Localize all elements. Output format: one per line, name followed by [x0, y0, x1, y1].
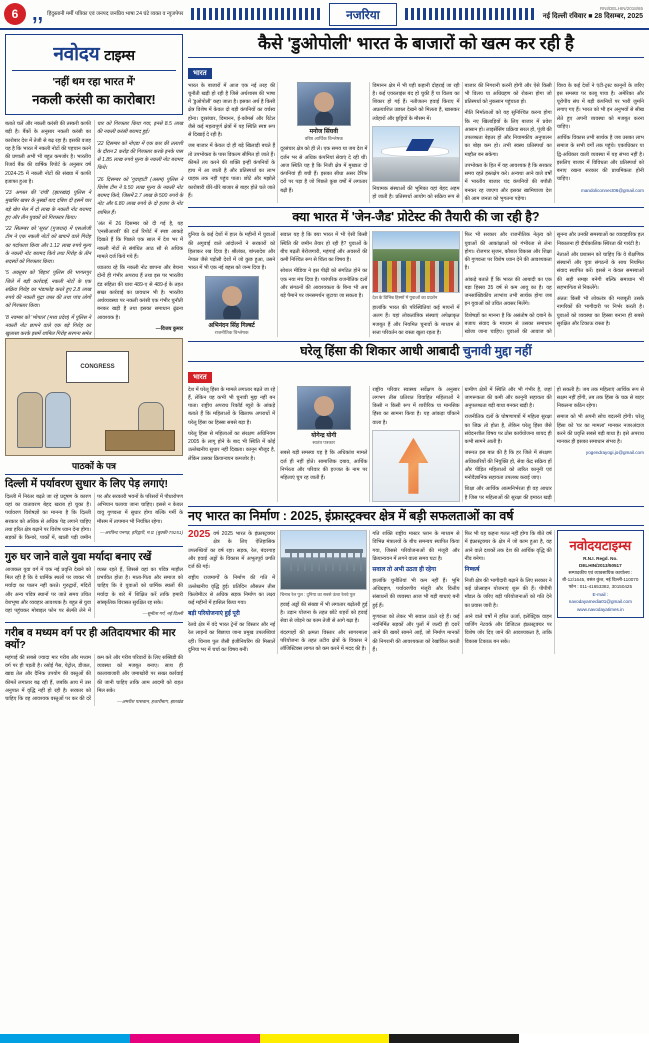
article-body [188, 82, 644, 204]
article-genz [188, 207, 644, 337]
letter-title: गुरु घर जाने वाले युवा मर्यादा बनाए रखें [5, 551, 152, 564]
author-block [280, 386, 367, 447]
logo-title-secondary: टाइम्स [104, 47, 135, 63]
paragraph: '22 दिसम्बर को नोएडा में एक कार की तलाशी के दौरान 2 करोड़ की गिरफ्तार करके इनके पास से 1.85 लाख रुपये मूल्य के नकली नोट बरामद किये। [97, 140, 183, 172]
article-headline: नए भारत का निर्माण : 2025, इंफ्रास्ट्रक्चर क्षेत्र में बड़ी सफलताओं का वर्ष [188, 506, 644, 526]
contact-email[interactable]: E-mail : navodayamedia01@gmail.com [568, 591, 632, 605]
paragraph: शिक्षा और आर्थिक आत्मनिर्भरता ही वह आधार है जिस पर महिलाओं की सुरक्षा की इमारत खड़ी हो सकती है। जब तक महिलाएं आर्थिक रूप से सक्षम नहीं होंगी, तब तक हिंसा के चक्र से बाहर निकलना कठिन रहेगा। [464, 386, 644, 501]
article-photo-protest [372, 231, 459, 293]
color-swatch-black [389, 1034, 519, 1043]
paragraph: फिर भी सरकार और राजनीतिक नेतृत्व को युवाओं की आकांक्षाओं को गंभीरता से लेना होगा। रोजगार सृजन, कौशल विकास और शिक्षा की गुणवत्ता पर विशेष ध्यान देने की आवश्यकता है। [464, 232, 552, 272]
year-badge: 2025 [188, 529, 211, 541]
paragraph: बंदरगाहों की क्षमता विस्तार और सागरमाला परियोजना के तहत तटीय क्षेत्रों के विकास ने लॉजिस्टिक्स लागत को कम करने में मदद की है। [280, 629, 368, 653]
author-block [188, 276, 275, 337]
contact-rni: R.N.I. Regd. No. DELHIN/2013/50517 [579, 556, 622, 569]
left-column [5, 34, 183, 1040]
paragraph: राष्ट्रीय राजमार्गों के निर्माण की गति में उल्लेखनीय वृद्धि हुई। प्रतिदिन औसतन तीस किलोमीटर से अधिक सड़क निर्माण का लक्ष्य कई महीनों में हासिल किया गया। [188, 575, 276, 607]
letter-title: दिल्ली में पर्यावरण सुधार के लिए पेड़ लगाएं! [5, 478, 168, 491]
paragraph: फिर भी यह कहना गलत नहीं होगा कि बीते वर्ष में इंफ्रास्ट्रक्चर के क्षेत्र में जो काम हुआ है, वह आने वाले दशकों तक देश की आर्थिक वृद्धि की नींव बनेगा। [464, 531, 552, 562]
paragraph: आर्थिक विकास तभी सार्थक है जब उसका लाभ समाज के सभी वर्गों तक पहुंचे। एकाधिकार या द्वि-अधिकार वाली व्यवस्था में यह संभव नहीं है। इसलिए बाजार में विविधता और प्रतिस्पर्धा को बनाए रखना सरकार की प्राथमिकता होनी चाहिए। [556, 135, 644, 183]
paragraph: देश में घरेलू हिंसा के मामले लगातार बढ़ते जा रहे हैं, लेकिन यह कभी भी चुनावी मुद्दा नहीं बन पाता। राष्ट्रीय अपराध रिकॉर्ड ब्यूरो के आंकड़े बताते हैं कि महिलाओं के खिलाफ अपराधों में घरेलू हिंसा का हिस्सा सबसे बड़ा है। [188, 386, 276, 426]
logo-subtitle-1: 'नहीं थम रहा भारत में' [52, 76, 136, 88]
paragraph: हालांकि चुनौतियां भी कम नहीं हैं। भूमि अधिग्रहण, पर्यावरणीय मंजूरी और वित्तीय संसाधनों की व्यवस्था आज भी बड़ी बाधाएं बनी हुई हैं। [372, 577, 460, 609]
paragraph: '22 सितम्बर को 'सूरत' (गुजरात) में एसओजी टीम ने एक नकली नोटों को खपाने वाले गिरोह का पर्दाफाश किया और 1.12 लाख रुपये मूल्य के नकली नोट बरामद किये तथा गिरोह के तीन सदस्यों को गिरफ्तार किया। [5, 226, 91, 265]
author-photo [297, 386, 351, 430]
letter-body: दिल्ली में निरंतर बढ़ते जा रहे प्रदूषण के कारण यहां का वातावरण बेहद खराब हो चुका है। पर्यावरण विशेषज्ञों का मानना है कि दिल्ली सरकार को अधिक से अधिक पेड़ लगाने चाहिए तथा हरित क्षेत्र बढ़ाने पर विशेष ध्यान देना होगा। सड़कों के किनारे, पार्कों में, खाली पड़ी जमीन पर और सरकारी भवनों के परिसरों में पौधारोपण अभियान चलाया जाना चाहिए। इससे न केवल वायु गुणवत्ता में सुधार होगा बल्कि गर्मी के मौसम में तापमान भी नियंत्रित रहेगा। [5, 493, 183, 542]
paragraph: दुनिया के कई देशों में हाल के महीनों में युवाओं की अगुवाई वाले आंदोलनों ने सरकारों को हिलाकर रख दिया है। श्रीलंका, बांग्लादेश और नेपाल जैसे पड़ोसी देशों में जो कुछ हुआ, उसने भारत में भी एक नई बहस को जन्म दिया है। [188, 232, 276, 272]
paragraph: विशेषज्ञों का मानना है कि असंतोष को दबाने के बजाय संवाद के माध्यम से उसका समाधान खोजा जाना चाहिए। युवाओं की आवाज को सुनना और उनकी समस्याओं का व्यावहारिक हल निकालना ही दीर्घकालिक स्थिरता की गारंटी है। [464, 232, 644, 336]
paragraph: उपभोक्ता के हित में यह आवश्यक है कि सरकार समय रहते हस्तक्षेप करे। अन्यथा आने वाले वर्षों में भारतीय बाजार चंद कंपनियों की बपौती बनकर रह जाएगा और इसका खामियाजा देश की आम जनता को भुगतना पड़ेगा। [464, 162, 552, 202]
paragraph: ग्रामीण क्षेत्रों में स्थिति और भी गंभीर है, जहां जागरूकता की कमी और कानूनी सहायता की अनुपलब्धता बड़ी बाधा बनकर खड़ी है। [464, 386, 552, 410]
paragraph: जब बाजार में केवल दो ही बड़े खिलाड़ी बचते हैं तो उपभोक्ता के पास विकल्प सीमित हो जाते हैं। कीमतें तय करने की शक्ति इन्हीं कंपनियों के हाथ में आ जाती है और प्रतिस्पर्धा का लाभ ग्राहक तक नहीं पहुंच पाता। छोटे और मझोले कारोबारी धीरे-धीरे बाजार से बाहर होते चले जाते हैं। [188, 143, 276, 199]
author-designation: वरिष्ठ आर्थिक विश्लेषक [304, 135, 343, 141]
paragraph-text: वर्ष 2025 भारत के इंफ्रास्ट्रक्चर क्षेत्र के लिए ऐतिहासिक उपलब्धियों का वर्ष रहा। सड़क, रेल, बंदरगाह और हवाई अड्डों के विकास में अभूतपूर्व प्रगति दर्ज की गई। [188, 531, 276, 571]
article-body [188, 386, 644, 502]
article-headline: क्या भारत में 'जेन-जैड' प्रोटेस्ट की तैयारी की जा रही है? [188, 207, 644, 227]
author-email: mandoliconnect06@gmail.com [581, 187, 644, 193]
article-domestic-violence [188, 341, 644, 502]
paragraph: नीति निर्माताओं को यह सुनिश्चित करना होगा कि नए खिलाड़ियों के लिए बाजार में प्रवेश आसान हो। लाइसेंसिंग प्रक्रिया सरल हो, पूंजी की उपलब्धता बेहतर हो और नियामकीय अनुपालन का बोझ कम हो। तभी स्वस्थ प्रतिस्पर्धा का माहौल बन सकेगा। [464, 110, 552, 158]
divider [5, 546, 183, 547]
page-body [0, 30, 649, 1040]
masthead-stripe-right [405, 8, 535, 20]
paragraph: जरूरत इस बात की है कि हर जिले में संरक्षण अधिकारियों की नियुक्ति हो, सेवा केंद्र सक्रिय हों और पीड़ित महिलाओं को त्वरित कानूनी एवं मनोवैज्ञानिक सहायता उपलब्ध कराई जाए। [464, 450, 552, 482]
logo-subtitle-2: नकली करंसी का कारोबार! [32, 92, 156, 107]
contact-phone: फोन : 011-41653382, 30150425 [568, 583, 633, 589]
paragraph: निजी क्षेत्र की भागीदारी बढ़ाने के लिए सरकार ने कई प्रोत्साहन योजनाएं शुरू की हैं। पीपीपी मॉडल के जरिए बड़ी परियोजनाओं को गति देने का प्रयास जारी है। [464, 577, 552, 609]
author-designation: स्वतंत्र पत्रकार [312, 439, 336, 445]
letter-body: आजकल युवा वर्ग में एक नई प्रवृत्ति देखने को मिल रही है कि वे धार्मिक स्थलों पर जाकर भी मर्यादा का पालन नहीं करते। गुरुद्वारों, मंदिरों और अन्य पवित्र स्थानों पर जाते समय उचित वेशभूषा और व्यवहार आवश्यक है। बहुत से युवा वहां पहुंचकर मोबाइल फोन पर सेल्फी लेने में व्यस्त रहते हैं, जिससे वहां का पवित्र माहौल प्रभावित होता है। माता-पिता और समाज को चाहिए कि वे युवाओं को धार्मिक स्थलों की मर्यादा के बारे में शिक्षित करें ताकि हमारी सांस्कृतिक विरासत सुरक्षित रह सके। [5, 566, 183, 615]
color-swatch-cyan [0, 1034, 130, 1043]
author-photo [297, 82, 351, 126]
letter-item [5, 627, 183, 706]
masthead-edition-block [543, 6, 643, 22]
publisher-brand-primary: नवोदय [569, 538, 602, 554]
article-photo-aviation [372, 126, 459, 182]
article-kicker: भारत [188, 372, 212, 383]
paragraph: '8 नवम्बर को 'भोपाल' (मध्य प्रदेश) में पुलिस ने नकली नोट छापने वाले एक बड़े गिरोह का खुलासा करके इसमें शामिल गिरोह सरगना समेत चार को गिरफ्तार किया गया, इनसे 8.5 लाख की नकली करंसी बरामद हुई। [5, 121, 183, 337]
letter-body: महंगाई की सबसे ज्यादा मार गरीब और मध्यम वर्ग पर ही पड़ती है। रसोई गैस, पेट्रोल, डीजल, खाद्य तेल और दैनिक उपयोग की वस्तुओं की कीमतें लगातार बढ़ रही हैं, जबकि आय में उस अनुपात में वृद्धि नहीं हो रही है। सरकार को चाहिए कि वह आवश्यक वस्तुओं पर कर की दरें कम करे और गरीब परिवारों के लिए सब्सिडी की व्यवस्था को मजबूत बनाए। साथ ही कालाबाजारी और जमाखोरी पर सख्त कार्रवाई की जानी चाहिए ताकि आम आदमी को राहत मिल सके। [5, 654, 183, 703]
article-photo-bridge [280, 530, 367, 590]
article-infrastructure [188, 506, 644, 654]
letter-signature: —सुनीता गर्ग, नई दिल्ली [142, 611, 183, 617]
article-photo-awareness [372, 430, 459, 502]
contact-website[interactable]: www.navodayatimes.in [576, 606, 624, 612]
article-subhead: निष्कर्ष [464, 567, 480, 574]
paragraph: समाज को भी अपनी सोच बदलनी होगी। घरेलू हिंसा को 'घर का मामला' मानकर नजरअंदाज करने की प्रवृत्ति सबसे बड़ी बाधा है। इसे अपराध मानकर ही इसका समाधान संभव है। [556, 414, 644, 446]
paragraph: विश्व के कई देशों ने एंटी-ट्रस्ट कानूनों के जरिए इस समस्या पर काबू पाया है। अमेरिका और यूरोपीय संघ में बड़ी कंपनियों पर भारी जुर्माने लगाए गए हैं। भारत को भी इन अनुभवों से सीख लेते हुए अपनी व्यवस्था को मजबूत करना चाहिए। [556, 82, 644, 130]
paragraph: आंकड़े बताते हैं कि भारत की आबादी का एक बड़ा हिस्सा 35 वर्ष से कम आयु का है। यह जनसांख्यिकीय लाभांश तभी सार्थक होगा जब इन युवाओं को उचित अवसर मिलेंगे। [464, 276, 552, 308]
paragraph: दूरसंचार क्षेत्र को ही लें। एक समय था जब देश में दर्जन भर से अधिक कंपनियां सेवाएं दे रही थीं। आज स्थिति यह है कि निजी क्षेत्र में मुख्यतः दो कंपनियां ही बची हैं। इसका सीधा असर टैरिफ दरों पर पड़ा है जो पिछले कुछ वर्षों में लगातार बढ़ी हैं। [280, 146, 368, 194]
editorial-cartoon [5, 338, 183, 456]
article-body [188, 231, 644, 337]
paragraph: नियामक संस्थाओं की भूमिका यहां बेहद अहम हो जाती है। प्रतिस्पर्धा आयोग को सक्रिय रूप से बाजार की निगरानी करनी होगी और ऐसे किसी भी विलय या अधिग्रहण को रोकना होगा जो प्रतिस्पर्धा को नुकसान पहुंचाता हो। [372, 82, 552, 201]
headline-part-1: घरेलू हिंसा की शिकार आधी आबादी [300, 344, 460, 359]
color-swatch-blank [519, 1034, 649, 1043]
paragraph: हवाई अड्डों की संख्या में भी लगातार बढ़ोतरी हुई है। उड़ान योजना के तहत छोटे शहरों को हवाई सेवा से जोड़ने का काम तेजी से आगे बढ़ा है। [280, 601, 368, 625]
paragraph: घरेलू हिंसा से महिलाओं का संरक्षण अधिनियम 2005 के लागू होने के बाद भी स्थिति में कोई उल्लेखनीय सुधार नहीं दिखता। कानून मौजूद है, लेकिन उसका क्रियान्वयन कमजोर है। [188, 430, 276, 462]
letter-title: गरीब व मध्यम वर्ग पर ही अतिदायभार की मार क्यों? [5, 626, 176, 652]
author-photo [205, 276, 259, 320]
paragraph: आने वाले वर्षों में हरित ऊर्जा, इलेक्ट्रिक वाहन चार्जिंग नेटवर्क और डिजिटल इंफ्रास्ट्रक्चर पर विशेष जोर दिए जाने की आवश्यकता है, ताकि विकास टिकाऊ बन सके। [464, 613, 552, 645]
paper-logo-box [5, 34, 183, 115]
paragraph [188, 530, 275, 571]
paragraph: राजनीतिक दलों के घोषणापत्रों में महिला सुरक्षा का जिक्र तो होता है, लेकिन घरेलू हिंसा जैसे संवेदनशील विषय पर ठोस कार्ययोजना शायद ही कभी सामने आती है। [464, 414, 552, 446]
paragraph: रेलवे क्षेत्र में वंदे भारत ट्रेनों का विस्तार और नई रेल लाइनों का बिछाया जाना प्रमुख उपलब्धियां रहीं। चिनाब पुल जैसी इंजीनियरिंग की मिसालें दुनिया भर में चर्चा का विषय बनीं। [188, 622, 276, 653]
publisher-logo [562, 535, 639, 556]
paragraph: '23 अगस्त की 'रांची' (झारखंड) पुलिस ने मुखबिर खबर के नुस्खों बाद दबिश दी इसमें चार बड़े खेप मेल में दो लाख के नकली नोट बरामद हुए और तीन युवकों को गिरफ्तार किया। [5, 190, 91, 221]
main-column [188, 34, 644, 1040]
divider [5, 622, 183, 623]
paragraph: गति शक्ति राष्ट्रीय मास्टर प्लान के माध्यम से विभिन्न मंत्रालयों के बीच समन्वय स्थापित किया गया, जिससे परियोजनाओं की मंजूरी और क्रियान्वयन में लगने वाला समय घटा है। [372, 531, 460, 562]
photo-caption: चिनाब रेल पुल : दुनिया का सबसे ऊंचा रेलवे पुल [280, 592, 356, 598]
page-number-badge: 6 [4, 3, 26, 25]
color-registration-bar [0, 1034, 649, 1043]
publisher-brand-secondary: टाइम्स [601, 538, 632, 554]
article-headline [188, 341, 644, 361]
paragraph: भारत के बाजारों में आज एक नई तरह की चुनौती खड़ी हो रही है जिसे अर्थशास्त्र की भाषा में 'डुओपोली' कहा जाता है। इसका अर्थ है किसी क्षेत्र विशेष में केवल दो बड़ी कंपनियों का वर्चस्व होना। दूरसंचार, विमानन, ई-कॉमर्स और रिटेल जैसे कई महत्वपूर्ण क्षेत्रों में यह स्थिति स्पष्ट रूप से दिखाई दे रही है। [188, 82, 276, 139]
paragraph: बताते चलें और नकली करंसी की तस्करी काफी बड़ी है। बैंकों के अनुसार नकली करंसी का कारोबार देश में तेजी से बढ़ रहा है। इसकी वजह यह है कि भारत में नकली नोटों की पहचान करने की प्रणाली अभी भी बहुत कमजोर है। भारतीय रिजर्व बैंक की वार्षिक रिपोर्ट के अनुसार वर्ष 2024-25 में नकली नोटों की संख्या में काफी इजाफा हुआ है। [5, 121, 91, 185]
author-name: अभिनंदन सिंह गिल्बर्ट [208, 322, 255, 329]
article-headline: कैसे 'डुओपोली' भारत के बाजारों को खत्म कर रही है [188, 34, 644, 58]
headline-part-2: चुनावी मुद्दा नहीं [462, 344, 532, 359]
photo-caption: देश के विभिन्न हिस्सों में युवाओं का प्रदर्शन [372, 295, 438, 301]
paragraph: 'अंत में 26 दिसम्बर को दी गई है, यह 'एनसीआरबी' की दर्ज रिपोर्ट में स्पष्ट आकड़े दिखते हैं कि पिछले एक साल में देश भर में नकली नोटों से संबंधित आठ सौ से अधिक मामले दर्ज किये गये हैं। [97, 220, 183, 260]
masthead-rni: RNI/DELHIN/2018/65 [599, 6, 643, 12]
logo-divider [12, 70, 176, 71]
paragraph: नेताओं और प्रशासन को चाहिए कि वे शैक्षणिक संस्थानों और युवा संगठनों के साथ नियमित संवाद स्थापित करें। इससे न केवल समस्याओं की सही समझ बनेगी बल्कि समाधान भी सहभागिता से निकलेंगे। [556, 251, 644, 291]
cartoon-desk [105, 430, 175, 451]
paragraph: राष्ट्रीय परिवार स्वास्थ्य सर्वेक्षण के अनुसार लगभग तीस प्रतिशत विवाहित महिलाओं ने किसी न किसी रूप में शारीरिक या मानसिक हिंसा का सामना किया है। यह आंकड़ा चौंकाने वाला है। [372, 386, 460, 426]
publisher-contact-box [557, 530, 644, 618]
masthead-date: रविवार ■ 28 दिसम्बर, 2025 [569, 13, 643, 21]
paragraph: ध्यातव्य रहे कि नकली नोट छापना और बेचना दोनों ही गंभीर अपराध हैं तथा इस पर भारतीय दंड संहिता की धारा 489-ए से 489-ई के तहत सख्त कार्रवाई का प्रावधान भी है। भारतीय अर्थव्यवस्था पर नकली करंसी एक गंभीर चुनौती बनकर खड़ी है तथा इसका समाधान ढूंढना आवश्यक है। [97, 265, 183, 321]
paragraph: '5 अक्तूबर को 'बिहार' पुलिस की भागलपुर जिले में बड़ी कार्रवाई, नकली नोटों के एक सक्रिय गिरोह का भंडाफोड़ करते हुए 2.8 लाख रुपये की नकली मुद्रा जब्त की तथा पांच लोगों को गिरफ्तार किया। [5, 270, 91, 310]
cartoon-figure [45, 392, 71, 448]
author-name: मनोज सिंघवी [309, 128, 339, 135]
article-duopoly [188, 34, 644, 203]
paragraph: अंततः किसी भी लोकतंत्र की मजबूती उसके नागरिकों की भागीदारी पर निर्भर करती है। युवाओं को व्यवस्था का हिस्सा बनाना ही सबसे सुरक्षित और टिकाऊ रास्ता है। [556, 296, 644, 327]
color-swatch-magenta [130, 1034, 260, 1043]
author-block [280, 82, 367, 143]
letter-signature: —अमरीश पासवान, हजारीबाग, झारखंड [117, 699, 183, 705]
letter-item [5, 551, 183, 617]
paragraph: हालांकि भारत की परिस्थितियां कई मायनों में अलग हैं। यहां लोकतांत्रिक संस्थाएं अपेक्षाकृत मजबूत हैं और नियमित चुनावों के माध्यम से सत्ता परिवर्तन का रास्ता खुला रहता है। [372, 305, 460, 336]
masthead-stripe-left [191, 8, 321, 20]
article-subhead: सवाल तो अभी उठता ही रहेगा [372, 567, 437, 574]
letter-signature: —अरविन्द पनगड़, हरिद्वारी, म.प्र. (बुक्की-79251) [100, 529, 183, 535]
author-designation: राजनीतिक विश्लेषक [214, 330, 249, 336]
paragraph: '26 दिसम्बर को 'गुवाहाटी' (असम) पुलिस ने विशेष टीम ने 9.50 लाख मूल्य के नकली नोट बरामद किये, जिसमें 2.7 लाख के 500 रुपये के नोट और 6.80 लाख रुपये के दो हजार के नोट शामिल हैं। [97, 176, 183, 216]
masthead-edition: नई दिल्ली [542, 13, 568, 21]
cartoon-board-text: CONGRESS [66, 351, 129, 383]
paragraph: सवाल यह है कि क्या भारत में भी ऐसी किसी स्थिति की जमीन तैयार हो रही है? युवाओं के बीच बढ़ती बेरोजगारी, महंगाई और अवसरों की कमी निश्चित रूप से चिंता का विषय है। [280, 232, 368, 264]
letter-item [5, 478, 183, 542]
article-body [188, 530, 644, 654]
color-swatch-yellow [260, 1034, 390, 1043]
paragraph: सबसे बड़ी समस्या यह है कि अधिकांश मामले दर्ज ही नहीं होते। सामाजिक दबाव, आर्थिक निर्भरता और परिवार की इज्जत के नाम पर महिलाएं चुप रह जाती हैं। [280, 450, 368, 482]
left-lead-article [5, 120, 183, 338]
masthead [0, 0, 649, 30]
paragraph: विमानन क्षेत्र में भी यही कहानी दोहराई जा रही है। कई एयरलाइंस बंद हो चुकी हैं या विलय का शिकार हो गई हैं। नतीजतन हवाई किराए में अप्रत्याशित उछाल देखने को मिलता है, खासकर त्योहारों और छुट्टियों के मौसम में। [372, 82, 460, 122]
contact-address: बी-12/1645, वसंत कुंज, नई दिल्ली-110070 [562, 576, 639, 582]
author-email: yogendrayogi.jo@gmail.com [585, 450, 644, 456]
quote-icon: ,, [32, 3, 44, 25]
letters-section-title: पाठकों के पत्र [5, 459, 183, 475]
paragraph: सोशल मीडिया ने इस पीढ़ी को संगठित होने का एक नया मंच दिया है। पारंपरिक राजनीतिक दलों और संगठनों की आवश्यकता के बिना भी अब बड़े पैमाने पर जनसमर्थन जुटाया जा सकता है। [280, 268, 368, 300]
article-subhead: बड़ी परियोजनाएं हुईं पूरी [188, 611, 240, 618]
article-kicker: भारत [188, 68, 212, 79]
cartoon-figure [17, 392, 43, 448]
logo-title-primary: नवोदय [53, 44, 100, 65]
contact-office-label: सम्पादकीय एवं व्यावसायिक कार्यालय : [568, 569, 633, 575]
masthead-tagline: हिंदुस्तानी मर्मी पत्रिका एवं जनपद जनप्रिय भाषा 24 घंटे व्यक्त व न्यूजपेपर [47, 10, 184, 17]
article-signature: —विजय कुमार [155, 325, 183, 332]
author-name: योगेन्द्र योगी [311, 432, 337, 439]
paragraph: गुणवत्ता को लेकर भी सवाल उठते रहे हैं। कई नवनिर्मित सड़कों और पुलों में जल्दी ही दरारें आने की खबरें सामने आईं, जो निर्माण मानकों की निगरानी की आवश्यकता को रेखांकित करती हैं। [372, 613, 460, 653]
section-title: नजरिया [329, 3, 397, 26]
